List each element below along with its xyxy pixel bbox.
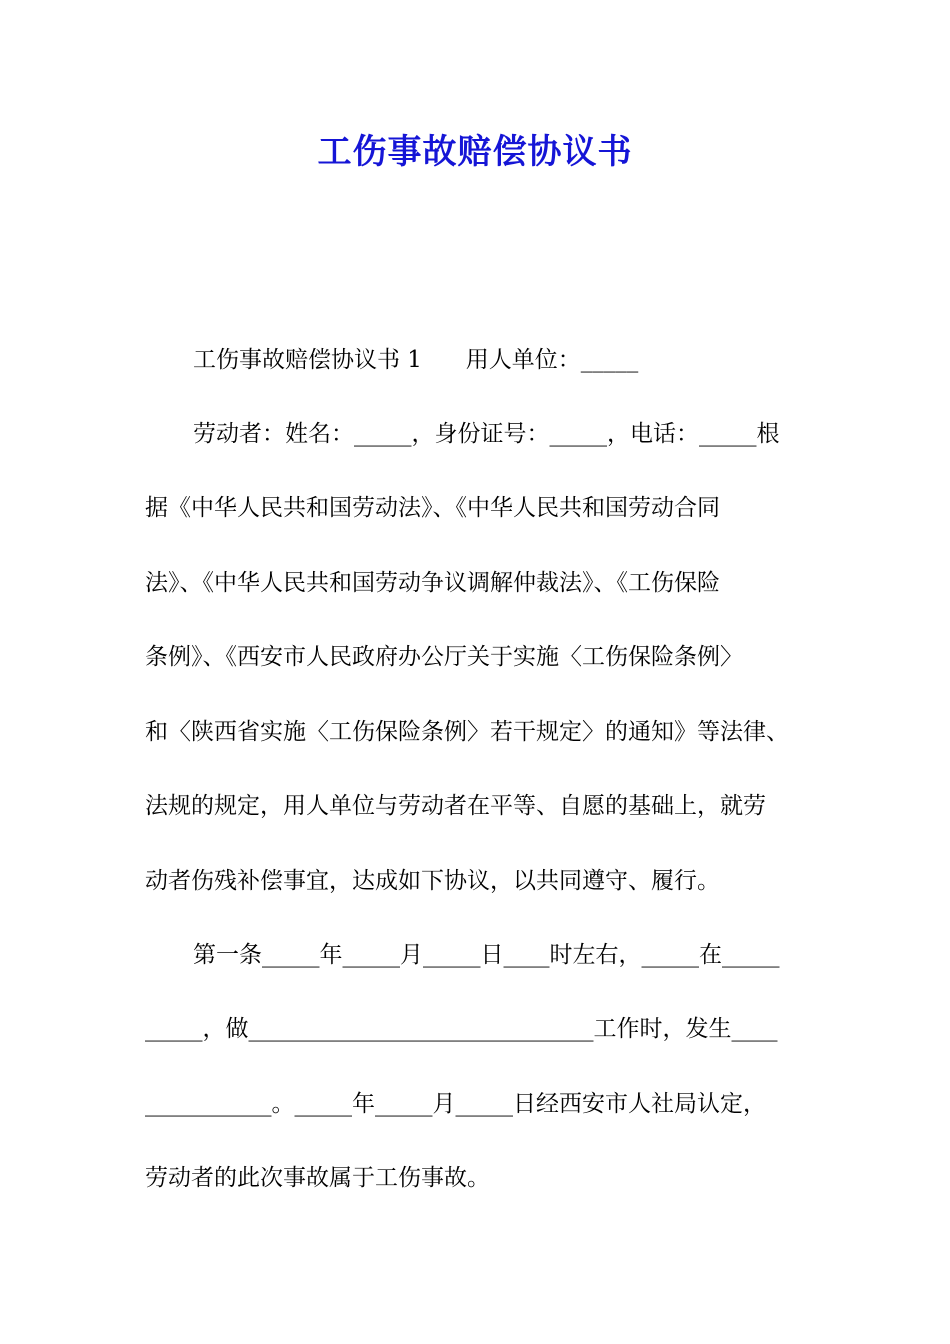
paragraph-line-11: ___________。_____年_____月_____日经西安市人社局认定，	[145, 1091, 766, 1117]
paragraph-line-5: 条例》、《西安市人民政府办公厅关于实施〈工伤保险条例〉	[145, 644, 743, 670]
paragraph-line-10: _____，做______________________________工作时，发生____	[145, 1016, 778, 1042]
paragraph-line-6: 和〈陕西省实施〈工伤保险条例〉若干规定〉的通知》等法律、	[145, 719, 789, 745]
paragraph-line-4: 法》、《中华人民共和国劳动争议调解仲裁法》、《工伤保险	[145, 570, 720, 596]
paragraph-line-2: 劳动者：姓名：_____，身份证号：_____，电话：_____根	[193, 421, 780, 447]
paragraph-line-3: 据《中华人民共和国劳动法》、《中华人民共和国劳动合同	[145, 495, 720, 521]
paragraph-line-9: 第一条_____年_____月_____日____时左右，_____在_____	[193, 942, 780, 968]
paragraph-line-7: 法规的规定，用人单位与劳动者在平等、自愿的基础上，就劳	[145, 793, 766, 819]
paragraph-line-12: 劳动者的此次事故属于工伤事故。	[145, 1165, 490, 1191]
document-title: 工伤事故赔偿协议书	[317, 132, 633, 172]
paragraph-line-1: 工伤事故赔偿协议书 1 用人单位：_____	[193, 347, 639, 373]
paragraph-line-8: 动者伤残补偿事宜，达成如下协议，以共同遵守、履行。	[145, 868, 720, 894]
